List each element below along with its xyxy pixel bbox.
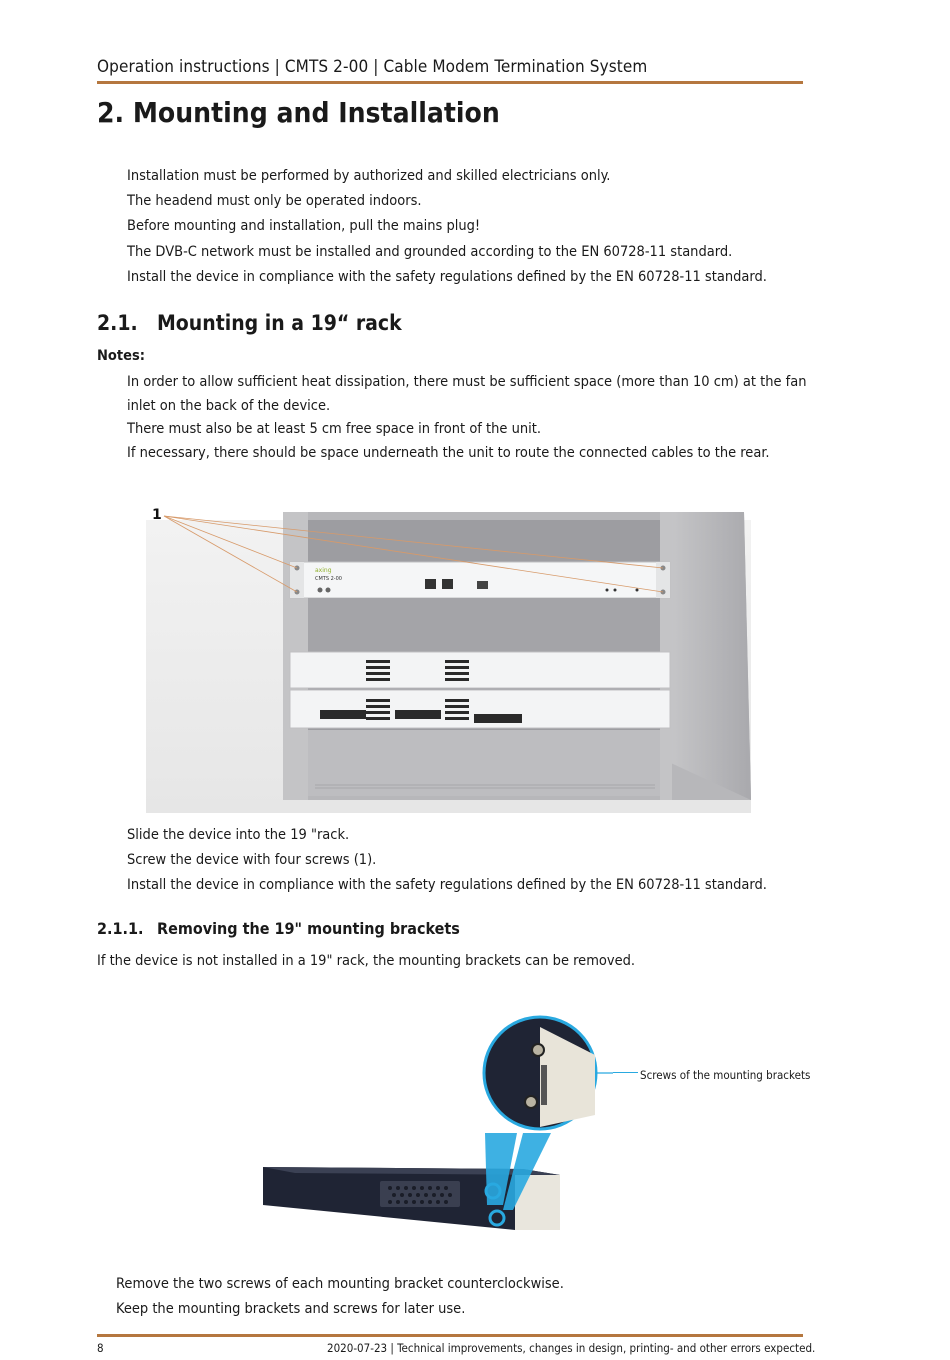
- subsection-number: 2.1.: [97, 311, 138, 335]
- section-title: 2. Mounting and Installation: [97, 96, 500, 129]
- figure-caption: Screws of the mounting brackets: [640, 1068, 811, 1082]
- brackets-intro: If the device is not installed in a 19" rack, the mounting brackets can be removed.: [97, 953, 636, 969]
- subsubsection-title: [97, 919, 460, 938]
- step-line: Remove the two screws of each mounting bracket counterclockwise.: [116, 1276, 564, 1292]
- caption-leader-line: [613, 1072, 638, 1073]
- intro-line: Before mounting and installation, pull the mains plug!: [127, 218, 481, 235]
- step-line: Install the device in compliance with the safety regulations defined by the EN 60728-11 standard.: [127, 877, 767, 894]
- callout-number: 1: [152, 507, 162, 523]
- bracket-steps: [116, 1272, 564, 1322]
- note-line: There must also be at least 5 cm free space in front of the unit.: [127, 421, 541, 437]
- bracket-figure: [255, 1005, 615, 1250]
- intro-line: The headend must only be operated indoors.: [127, 193, 422, 210]
- mounting-steps: [127, 823, 767, 899]
- note-line: In order to allow sufficient heat dissipation, there must be sufficient space (more than 10 cm) at the fan: [127, 374, 807, 390]
- rack-figure: [140, 500, 755, 818]
- device-brand-label: axing: [315, 567, 332, 574]
- step-line: Slide the device into the 19 "rack.: [127, 827, 350, 843]
- footer-rule: [97, 1334, 803, 1337]
- note-line: If necessary, there should be space underneath the unit to route the connected cables to the rear.: [127, 444, 770, 461]
- subsection-title: [97, 311, 402, 335]
- notes-list: [127, 371, 807, 465]
- footer-note: 2020-07-23 | Technical improvements, changes in design, printing- and other errors expected.: [327, 1341, 816, 1355]
- device-model-label: CMTS 2-00: [315, 576, 342, 582]
- subsubsection-heading: Removing the 19" mounting brackets: [157, 919, 460, 938]
- intro-list: [127, 164, 767, 290]
- note-line: inlet on the back of the device.: [127, 397, 331, 414]
- intro-line: The DVB-C network must be installed and grounded according to the EN 60728-11 standard.: [127, 243, 733, 260]
- subsection-heading: Mounting in a 19“ rack: [157, 311, 402, 335]
- step-line: Screw the device with four screws (1).: [127, 852, 377, 869]
- intro-line: Install the device in compliance with the safety regulations defined by the EN 60728-11 standard.: [127, 268, 767, 285]
- step-line: Keep the mounting brackets and screws for later use.: [116, 1301, 466, 1318]
- notes-label: Notes:: [97, 348, 145, 364]
- header-rule: [97, 81, 803, 84]
- subsubsection-number: 2.1.1.: [97, 919, 144, 938]
- page-number: 8: [97, 1341, 104, 1355]
- intro-line: Installation must be performed by authorized and skilled electricians only.: [127, 168, 611, 184]
- running-header: Operation instructions | CMTS 2-00 | Cable Modem Termination System: [97, 57, 648, 77]
